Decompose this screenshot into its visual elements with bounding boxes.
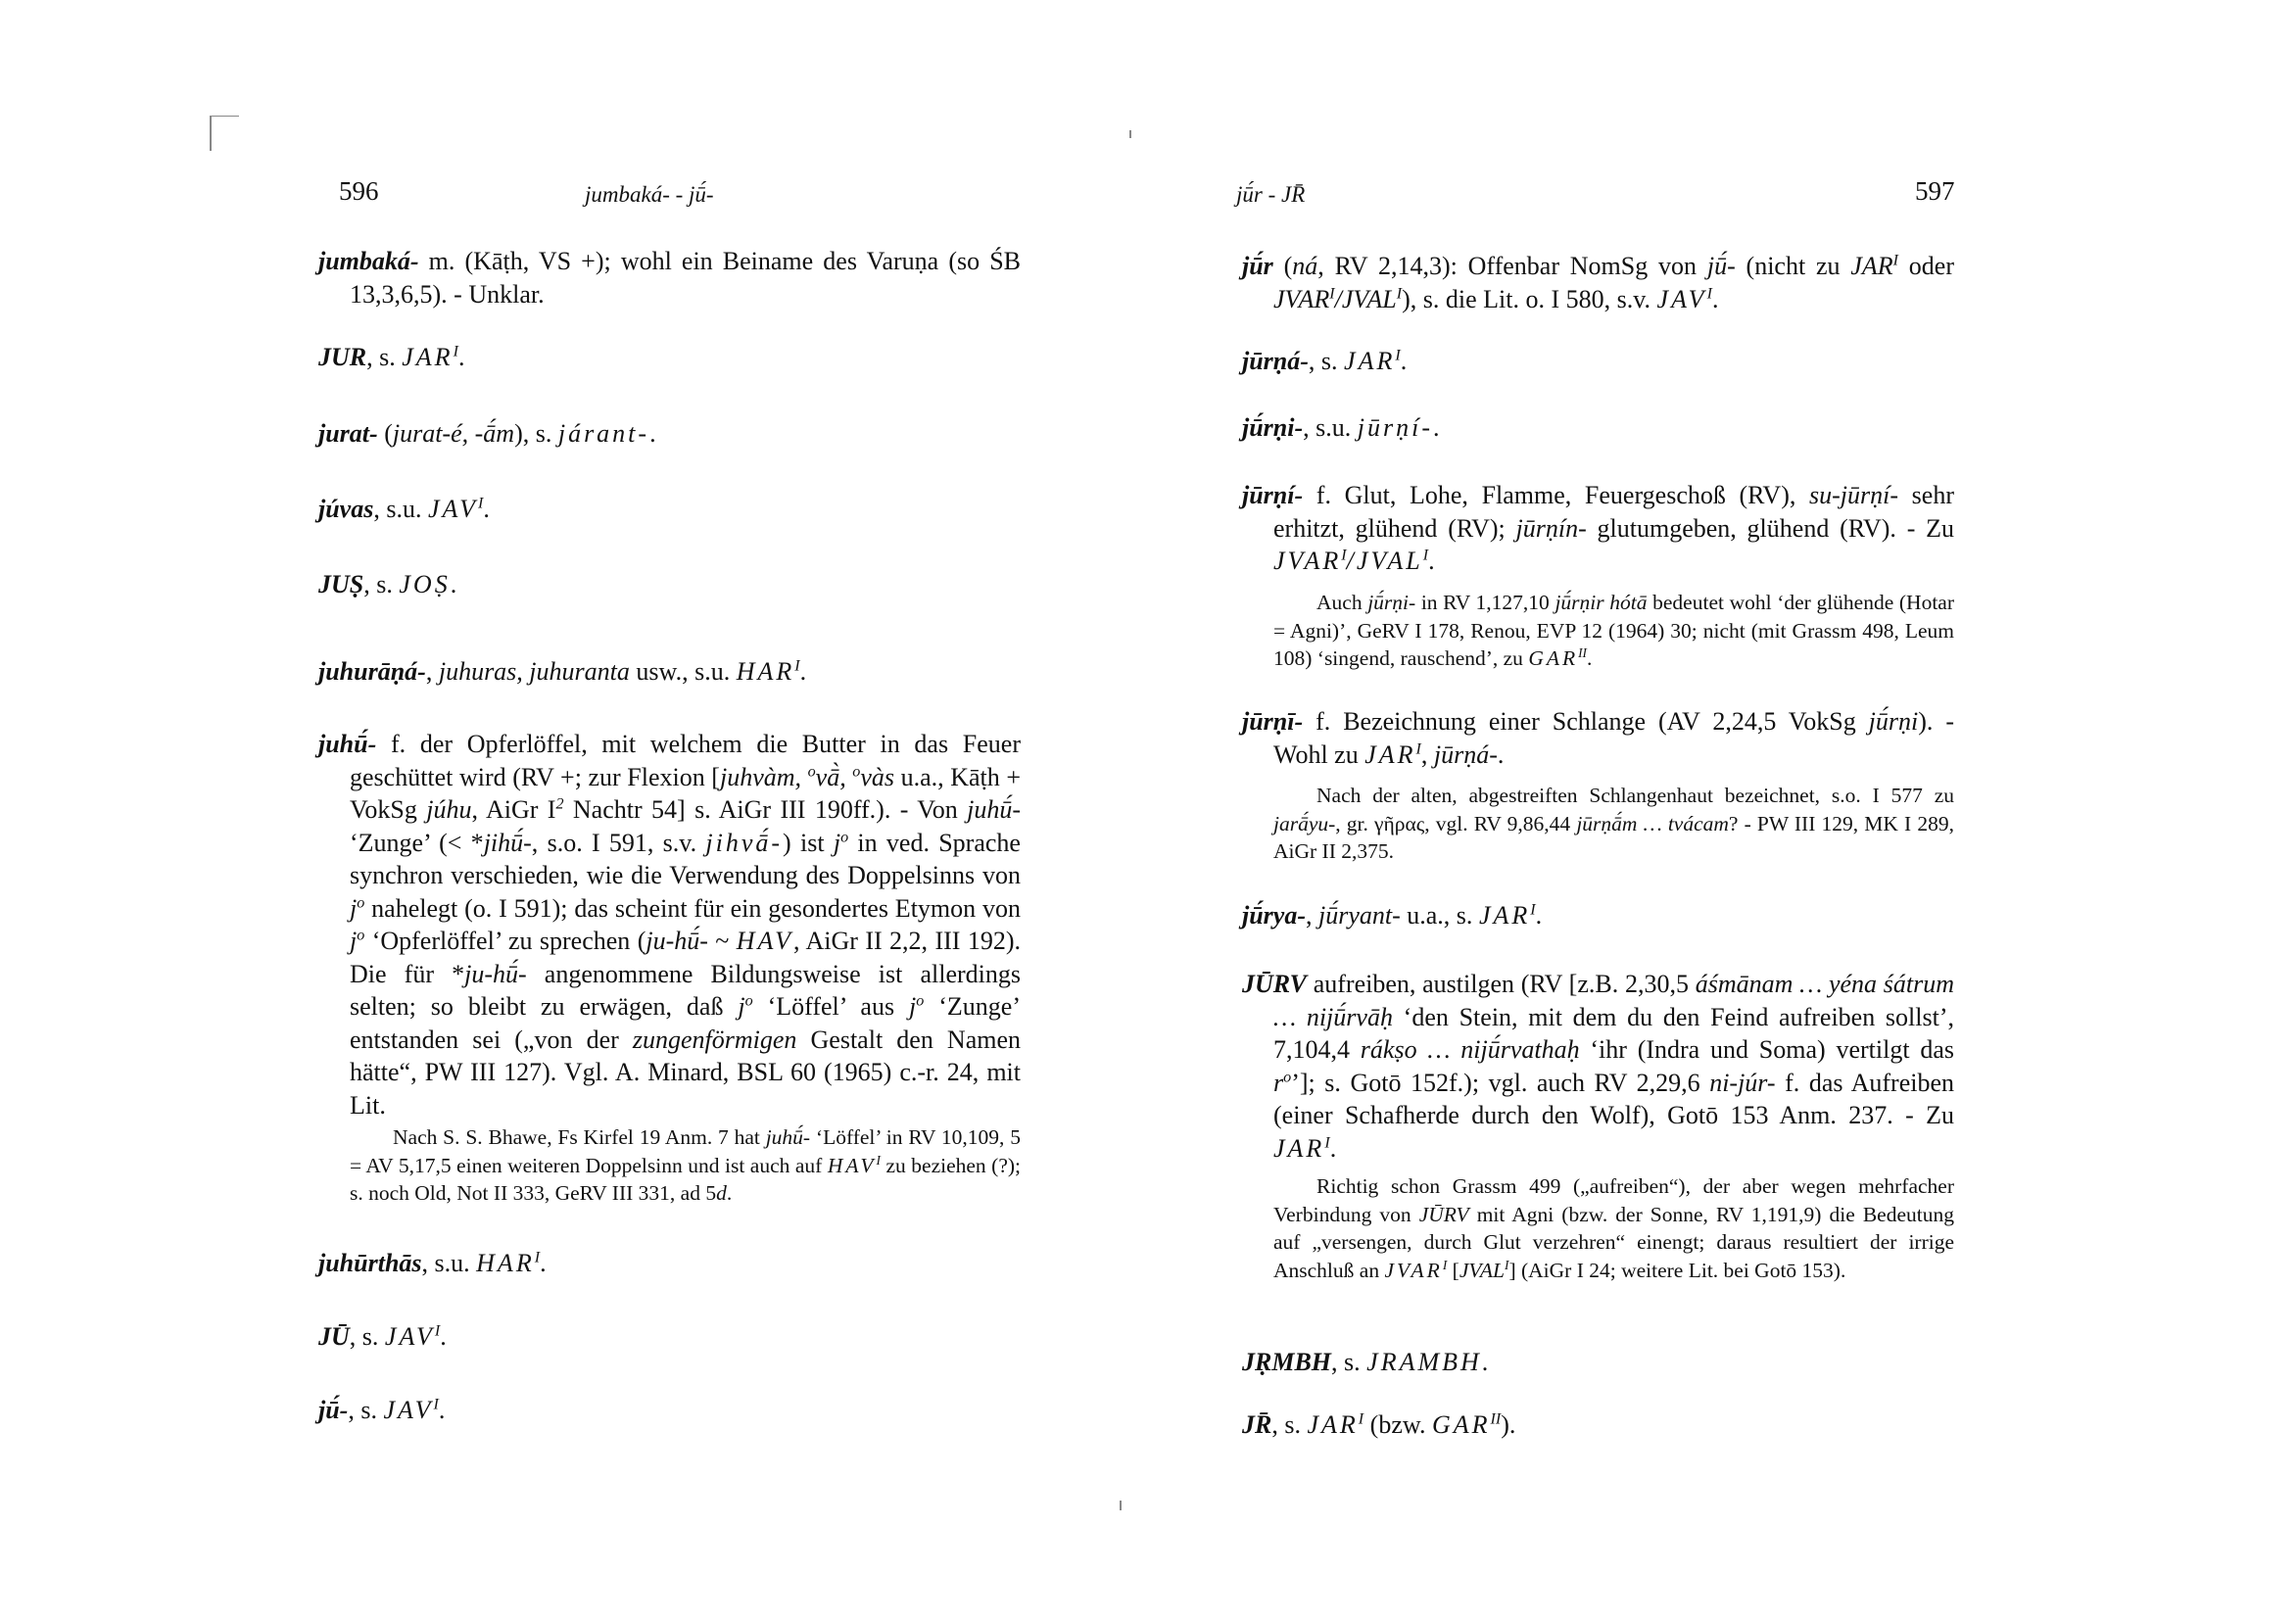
dictionary-entry (1242, 479, 1954, 578)
root-reference: jihvā́- (705, 828, 784, 857)
superscript: o (807, 762, 816, 780)
text: zu beziehen (?); s. noch Old, Not II 333, GeRV III 331, ad 5 (350, 1153, 1021, 1205)
headword: JŪRV (1242, 970, 1307, 998)
text: in ved. Sprache synchron verschieden, wie die Verwendung des Doppelsinns von (350, 828, 1021, 889)
text: . (1428, 547, 1435, 575)
entry-note (1273, 589, 1954, 673)
text: f. Glut, Lohe, Flamme, Feuergeschoß (RV), (1303, 481, 1810, 509)
dictionary-entry (318, 417, 1021, 451)
text: glutumgeben, glühend (RV). - Zu (1586, 513, 1954, 543)
headword: JUṢ (318, 570, 364, 598)
headword: JŪ (318, 1322, 350, 1351)
superscript: I (1324, 1133, 1330, 1151)
italic-text: jurat-é, -ā́m (392, 419, 515, 448)
dictionary-entry (1242, 345, 1954, 378)
headword: jūrṇí- (1242, 481, 1304, 509)
italic-text: juhū́- (967, 795, 1021, 824)
text: . (483, 495, 490, 523)
headword: JUR (318, 343, 367, 371)
headword: júvas (318, 495, 374, 523)
text: , s. (348, 1396, 384, 1424)
italic-text: jūrṇá- (1433, 739, 1498, 769)
text: angenommene Bildungsweise ist allerdings selten; so bleibt zu erwägen, daß (350, 959, 1021, 1021)
superscript: o (916, 992, 925, 1010)
text: , (1420, 739, 1434, 769)
italic-text: j (909, 992, 917, 1021)
root-reference: HAV (736, 927, 794, 955)
text: ). - Wohl zu (1273, 707, 1954, 769)
text: f. das Aufreiben (einer Schafherde durch den Wolf), Gotō 153 Anm. 237. - Zu (1273, 1068, 1954, 1129)
text: . (649, 419, 656, 448)
text: Nach S. S. Bhawe, Fs Kirfel 19 Anm. 7 hat (393, 1125, 766, 1149)
superscript: o (1283, 1068, 1292, 1085)
headword: juhūrthās (318, 1249, 422, 1277)
headword: jū́rya- (1242, 901, 1306, 930)
italic-text: zungenförmigen (632, 1025, 797, 1054)
text: bedeutet wohl ‘der glühende (Hotar = Agni)’, GeRV I 178, Renou, EVP 12 (1964) 30; nicht (mit Grassm 498, Leum 108) ‘singend, rauschend’, zu (1273, 591, 1955, 670)
superscript: o (840, 828, 849, 845)
text: ‘Löffel’ in RV 10,109, 5 = AV 5,17,5 einen weiteren Doppelsinn und ist auch auf (350, 1125, 1021, 1177)
italic-text: JVAR (1273, 284, 1330, 313)
text: , s. (1331, 1348, 1367, 1376)
root-reference: JAR (1344, 347, 1396, 375)
text: , s.u. (421, 1249, 477, 1277)
italic-text: ju-hū́- (646, 927, 708, 955)
text: ’]; s. Gotō 152f.); vgl. auch RV 2,29,6 (1291, 1068, 1710, 1097)
superscript: I (453, 343, 458, 360)
text: . (1400, 347, 1408, 375)
entry-note (1273, 782, 1954, 866)
text: ? - PW III 129, MK I 289, AiGr II 2,375. (1273, 811, 1954, 863)
text: oder (1898, 252, 1954, 280)
root-reference: JAR (1273, 1133, 1325, 1163)
superscript: I (1415, 739, 1421, 757)
text: , s.u. (373, 495, 428, 523)
italic-text: JAR (1850, 252, 1893, 280)
text: , gr. γῆρας, vgl. RV 9,86,44 (1335, 811, 1577, 835)
root-reference: JAV (427, 495, 478, 523)
text: aufreiben, austilgen (RV [z.B. 2,30,5 (1307, 970, 1696, 998)
italic-text: juhvàm, (719, 762, 808, 791)
italic-text: jū́rṇi (1868, 707, 1919, 736)
text: . (450, 570, 457, 598)
text: , RV 2,14,3): Offenbar NomSg von (1317, 252, 1707, 280)
italic-text: r (1273, 1068, 1284, 1097)
italic-text: j (833, 828, 841, 857)
italic-text: JVAL (1459, 1258, 1505, 1282)
headword: juhurāṇá- (318, 657, 426, 686)
root-reference: JAR (1307, 1410, 1359, 1439)
text: usw., s.u. (629, 657, 737, 686)
root-reference: HAR (476, 1249, 535, 1277)
italic-text: jū́rṇir hótā (1555, 591, 1648, 614)
text: ~ (707, 927, 737, 955)
text: , s. (349, 1322, 385, 1351)
root-reference: JOṢ (399, 570, 451, 598)
dictionary-entry (318, 1394, 1021, 1427)
superscript: I (1706, 284, 1712, 302)
text: . (1329, 1133, 1337, 1163)
text: , s. (363, 570, 400, 598)
text: . (1535, 901, 1543, 930)
text: in RV 1,127,10 (1415, 591, 1555, 614)
italic-text: j (350, 927, 358, 955)
text: Nachtr 54] s. AiGr III 190ff.). - Von (563, 795, 968, 824)
text: sehr erhitzt, glühend (RV); (1273, 481, 1954, 543)
superscript: o (744, 992, 753, 1010)
entry-note (1273, 1172, 1954, 1284)
text: ) ist (783, 828, 834, 857)
text: f. der Opferlöffel, mit welchem die Butter in das Feuer geschüttet wird (RV +; zur Flexion [ (350, 730, 1021, 791)
italic-text: jarā́yu- (1273, 811, 1336, 835)
dictionary-entry (1242, 899, 1954, 932)
superscript: o (357, 893, 365, 911)
page-number-right: 597 (1915, 176, 1955, 206)
page-number-left: 596 (339, 176, 379, 206)
superscript: I (477, 495, 484, 512)
root-reference: GAR (1431, 1410, 1491, 1439)
headword: juhū́- (318, 730, 377, 758)
superscript: II (1578, 645, 1587, 661)
italic-text: jūrṇā́m … tvácam (1576, 811, 1729, 835)
dictionary-entry (318, 568, 1021, 601)
italic-text: su-jūrṇí- (1809, 481, 1899, 509)
text: Richtig schon Grassm 499 („aufreiben“), der aber wegen mehrfacher Verbindung von (1273, 1174, 1954, 1226)
root-reference: járant- (557, 419, 650, 448)
text: . (457, 343, 465, 371)
text: ‘Zunge’ entstanden sei („von der (350, 992, 1021, 1054)
italic-text: ju-hū́- (464, 959, 527, 988)
italic-text: rákṣo … nijū́rvathaḥ (1360, 1035, 1580, 1064)
dictionary-entry (318, 728, 1021, 1121)
root-reference: JAV (384, 1322, 435, 1351)
text: ‘Zunge’ (< * (350, 828, 484, 857)
italic-text: j (738, 992, 745, 1021)
text: ‘den Stein, mit dem du den Feind aufreiben sollst’, 7,104,4 (1273, 1002, 1954, 1064)
italic-text: jū́ryant- (1318, 901, 1401, 930)
root-reference: jūrṇí- (1357, 413, 1434, 442)
text: , s.o. I 591, s.v. (531, 828, 706, 857)
italic-text: /JVAL (1334, 284, 1397, 313)
superscript: I (876, 1152, 881, 1168)
text: , AiGr I (471, 795, 556, 824)
text: . (1481, 1348, 1489, 1376)
headword: jū́rṇi- (1242, 413, 1304, 442)
headword: jurat- (318, 419, 378, 448)
text: , AiGr II 2,2, III 192). Die für * (350, 927, 1021, 988)
superscript: I (534, 1249, 541, 1266)
text: ). (1501, 1410, 1516, 1439)
superscript: o (357, 927, 365, 944)
root-reference: GAR (1528, 646, 1579, 670)
superscript: I (1396, 284, 1403, 302)
dictionary-entry (318, 245, 1021, 310)
text: , s. (366, 343, 403, 371)
headword: JR̄ (1242, 1410, 1272, 1439)
headword: jūrṇī- (1242, 707, 1304, 736)
text: . (1433, 413, 1440, 442)
superscript: I (794, 657, 800, 675)
headword: jūrṇá- (1242, 347, 1309, 375)
dictionary-entry (318, 1320, 1021, 1354)
text: Gestalt den Namen hätte“, PW III 127). Vgl. A. Minard, BSL 60 (1965) c.-r. 24, mit Lit. (350, 1025, 1021, 1120)
root-reference: /JVAL (1346, 547, 1423, 575)
text: (bzw. (1363, 1410, 1432, 1439)
text: ‘ihr (Indra und Soma) vertilgt das (1579, 1035, 1954, 1064)
italic-text: ná (1292, 252, 1318, 280)
italic-text: áśmānam … yéna śátrum … nijū́rvāḥ (1273, 970, 1955, 1031)
text: nahelegt (o. I 591); das scheint für ein gesondertes Etymon von (364, 893, 1021, 923)
text: ] (AiGr I 24; weitere Lit. bei Gotō 153). (1508, 1258, 1846, 1282)
root-reference: JAR (402, 343, 454, 371)
dictionary-entry (1242, 411, 1954, 445)
text: . (726, 1181, 733, 1205)
root-reference: HAR (736, 657, 795, 686)
italic-text: jū́rṇi- (1367, 591, 1416, 614)
superscript: I (1422, 547, 1429, 564)
text: f. Bezeichnung einer Schlange (AV 2,24,5 VokSg (1303, 707, 1869, 736)
superscript: II (1490, 1410, 1502, 1428)
superscript: I (1892, 252, 1898, 269)
headword: JṚMBH (1242, 1348, 1332, 1376)
text: . (440, 1322, 447, 1351)
root-reference: JRAMBH (1366, 1348, 1482, 1376)
root-reference: JAV (383, 1396, 434, 1424)
dictionary-entry (318, 341, 1021, 374)
dictionary-entry (1242, 1408, 1954, 1442)
text: mit Agni (bzw. der Sonne, RV 1,191,9) die Bedeutung auf „versengen, durch Glut verzehren“ einengt; daraus resultiert der irrige Anschluß an (1273, 1202, 1954, 1282)
headword: jumbaká- (318, 247, 419, 275)
text: . (1497, 739, 1505, 769)
entry-note (350, 1123, 1021, 1208)
text: . (1711, 284, 1719, 313)
headword: jū́- (318, 1396, 349, 1424)
superscript: o (852, 762, 861, 780)
text: ( (1272, 252, 1293, 280)
text: , s. (1308, 347, 1345, 375)
italic-text: JŪRV (1418, 1202, 1469, 1226)
dictionary-entry (318, 493, 1021, 526)
superscript: I (1442, 1257, 1448, 1272)
text: ( (377, 419, 393, 448)
text: [ (1447, 1258, 1459, 1282)
superscript: I (433, 1396, 439, 1413)
italic-text: juhuras, juhuranta (438, 657, 630, 686)
root-reference: HAV (827, 1153, 877, 1177)
root-reference: JVAR (1273, 547, 1342, 575)
running-head-right: jū́r - JR̄ (1236, 182, 1306, 207)
text: . (540, 1249, 547, 1277)
text: ‘Löffel’ aus (752, 992, 910, 1021)
text: u.a., Kāṭh + VokSg (350, 762, 1021, 824)
dictionary-entry (318, 655, 1021, 689)
dictionary-entry (1242, 1346, 1954, 1379)
text: , (425, 657, 439, 686)
text: , s. (1271, 1410, 1308, 1439)
text: u.a., s. (1400, 901, 1479, 930)
headword: jū́r (1242, 252, 1273, 280)
dictionary-entry (1242, 968, 1954, 1165)
dictionary-entry (1242, 250, 1954, 315)
root-reference: JAR (1478, 901, 1531, 930)
root-reference: JVAR (1384, 1258, 1443, 1282)
text: m. (Kāṭh, VS +); wohl ein Beiname des Varuṇa (so ŚB 13,3,6,5). - Unklar. (350, 247, 1021, 309)
text: , s.u. (1303, 413, 1358, 442)
italic-text: jihū́- (483, 828, 532, 857)
dictionary-entry (318, 1247, 1021, 1280)
italic-text: d (716, 1181, 727, 1205)
root-reference: JAR (1364, 739, 1416, 769)
text: Nach der alten, abgestreiften Schlangenhaut bezeichnet, s.o. I 577 zu (1316, 784, 1954, 807)
text: . (1587, 646, 1593, 670)
superscript: I (1504, 1257, 1509, 1272)
superscript: I (1329, 284, 1335, 302)
text: . (438, 1396, 446, 1424)
superscript: 2 (555, 795, 564, 813)
text: ‘Opferlöffel’ zu sprechen ( (364, 927, 646, 955)
superscript: I (1358, 1410, 1364, 1428)
running-head-left: jumbaká- - jū́- (585, 182, 714, 207)
root-reference: JAV (1656, 284, 1707, 313)
superscript: I (1395, 347, 1401, 364)
superscript: I (1341, 547, 1347, 564)
italic-text: vā̀, (815, 762, 853, 791)
dictionary-entry (1242, 705, 1954, 771)
italic-text: vàs (860, 762, 895, 791)
italic-text: juhū́- (765, 1125, 811, 1149)
superscript: I (1530, 901, 1536, 919)
italic-text: j (350, 893, 358, 923)
superscript: I (434, 1322, 441, 1340)
text: . (799, 657, 807, 686)
text: ), s. (514, 419, 558, 448)
text: ), s. die Lit. o. I 580, s.v. (1402, 284, 1657, 313)
italic-text: ni-júr- (1709, 1068, 1776, 1097)
text: (nicht zu (1735, 252, 1851, 280)
italic-text: jūrṇín- (1515, 513, 1587, 543)
text: , (1306, 901, 1318, 930)
text: Auch (1316, 591, 1368, 614)
italic-text: júhu (426, 795, 472, 824)
italic-text: jū́- (1706, 252, 1736, 280)
